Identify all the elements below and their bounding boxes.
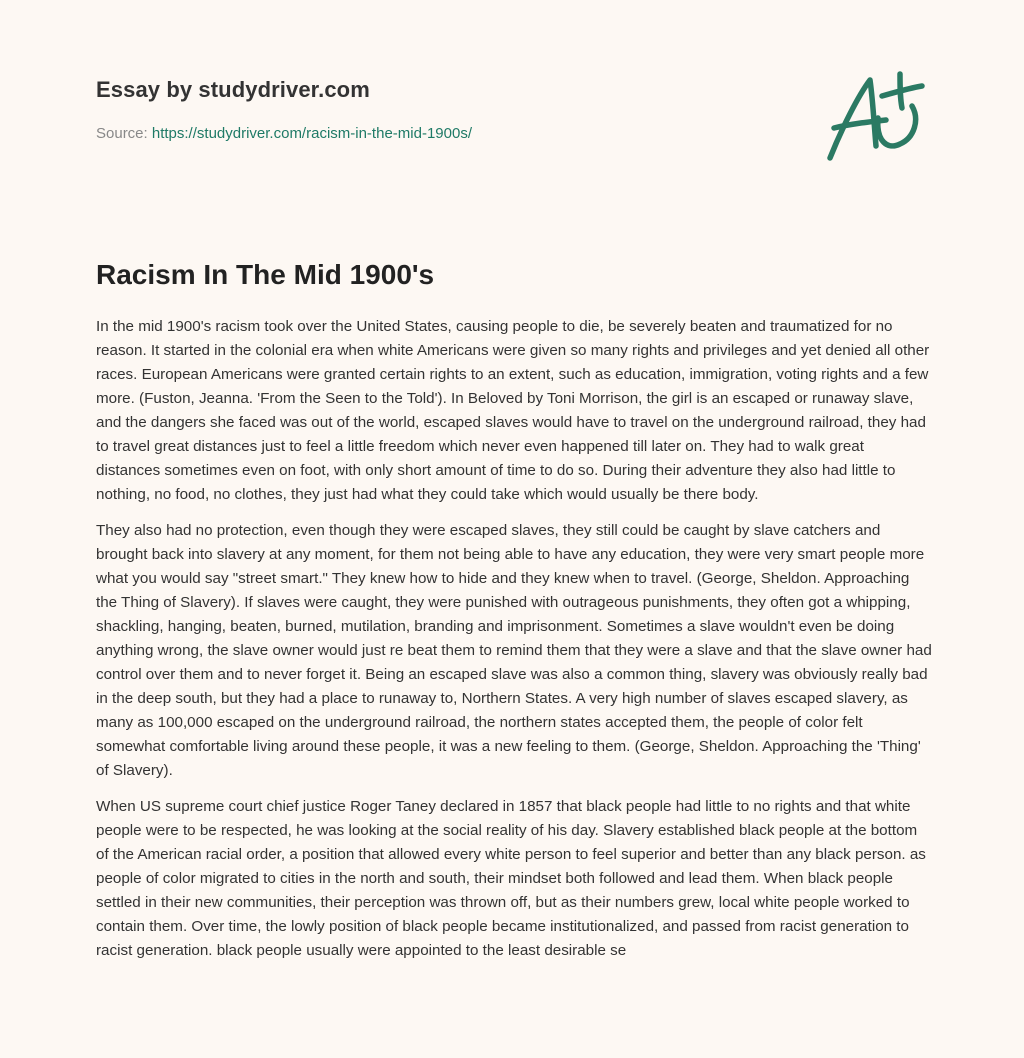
article-title: Racism In The Mid 1900's [96, 259, 435, 290]
article-paragraph: They also had no protection, even though they were escaped slaves, they still could be caught by slave catchers and brought back into slavery at any moment, for them not being able to have any education, they were very smart people more what you would say "street smart." They knew how to hide and they knew when to travel. (George, Sheldon. Approaching the Thing of Slavery). If slaves were caught, they were punished with outrageous punishments, they often got a whipping, shackling, hanging, beaten, burned, mutilation, branding and imprisonment. Sometimes a slave wouldn't even be doing anything wrong, the slave owner would just re beat them to remind them that they were a slave and that the slave owner had control over them and to never forget it. Being an escaped slave was also a common thing, slavery was obviously really bad in the deep south, but they had a place to runaway to, Northern States. A very high number of slaves escaped slavery, as many as 100,000 escaped on the underground railroad, the northern states accepted them, the people of color felt somewhat comfortable living around these people, it was a new feeling to them. (George, Sheldon. Approaching the 'Thing' of Slavery). [96, 522, 932, 779]
a-plus-grade-icon [820, 66, 930, 166]
source-label: Source: [96, 125, 148, 142]
site-brand: Essay by studydriver.com [96, 77, 370, 102]
article-paragraph: In the mid 1900's racism took over the United States, causing people to die, be severely beaten and traumatized for no reason. It started in the colonial era when white Americans were given so many rights and privileges and yet denied all other races. European Americans were granted certain rights to an extent, such as education, immigration, voting rights and a few more. (Fuston, Jeanna. 'From the Seen to the Told'). In Beloved by Toni Morrison, the girl is an escaped or runaway slave, and the dangers she faced was out of the world, escaped slaves would have to travel on the underground railroad, they had to travel great distances just to feel a little freedom which never even happened till later on. They had to walk great distances sometimes even on foot, with only short amount of time to do so. During their adventure they also had little to nothing, no food, no clothes, they just had what they could take which would usually be there body. [96, 318, 930, 503]
essay-header [96, 76, 928, 144]
source-link[interactable]: https://studydriver.com/racism-in-the-mid-1900s/ [151, 125, 472, 142]
source-line [96, 124, 928, 144]
article-body [96, 315, 932, 975]
article-paragraph: When US supreme court chief justice Roger Taney declared in 1857 that black people had little to no rights and that white people were to be respected, he was looking at the social reality of his day. Slavery established black people at the bottom of the American racial order, a position that allowed every white person to feel superior and better than any black person. as people of color migrated to cities in the north and south, their mindset both followed and lead them. When black people settled in their new communities, their perception was thrown off, but as their numbers grew, local white people worked to contain them. Over time, the lowly position of black people became institutionalized, and passed from racist generation to racist generation. black people usually were appointed to the least desirable se [96, 798, 926, 959]
